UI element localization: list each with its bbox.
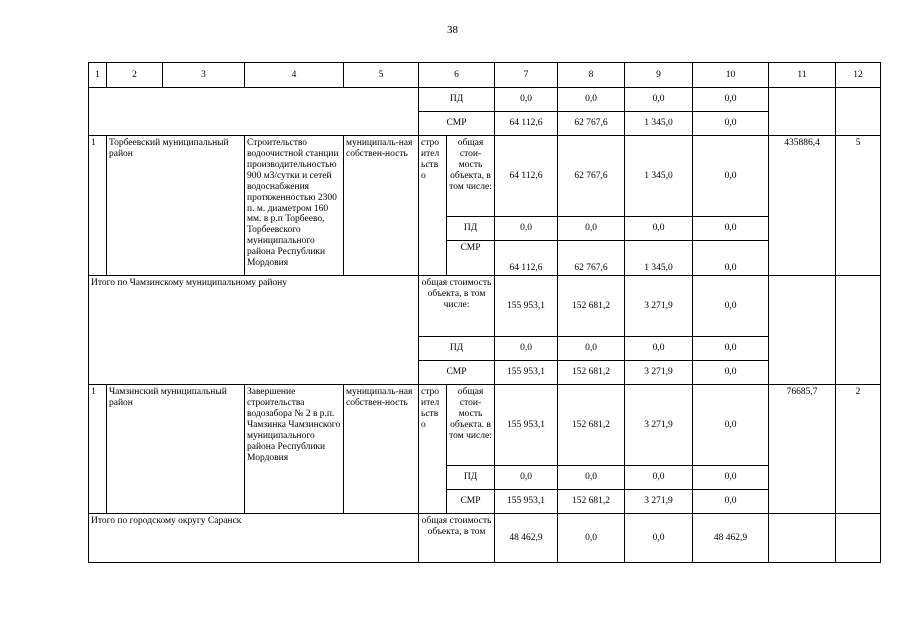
carry-smr-v9: 1 345,0 (625, 112, 693, 136)
project1-total-v8: 62 767,6 (558, 136, 625, 217)
total-saransk-total-label: общая стоимость объекта, в том (419, 514, 495, 563)
project1-total-v10: 0,0 (693, 136, 769, 217)
total-chamzinsky-col12 (836, 276, 881, 385)
carry-empty-cell (89, 88, 419, 136)
project2-smr-v9: 3 271,9 (625, 490, 693, 514)
total-chamzinsky-v8: 152 681,2 (558, 276, 625, 337)
total-saransk-v10: 48 462,9 (693, 514, 769, 563)
project2-smr-v8: 152 681,2 (558, 490, 625, 514)
project2-type: стро ител ьств о (419, 385, 447, 514)
project1-smr-label: СМР (447, 241, 495, 276)
col-num-7: 7 (495, 63, 558, 88)
project1-smr-v8: 62 767,6 (558, 241, 625, 276)
project1-num: 1 (89, 136, 107, 276)
total-chamzinsky-pd-label: ПД (419, 337, 495, 361)
col-num-3: 3 (163, 63, 245, 88)
project2-total-label: общая стои-мость объекта. в том числе: (447, 385, 495, 466)
carry-smr-v7: 64 112,6 (495, 112, 558, 136)
project1-total-v9: 1 345,0 (625, 136, 693, 217)
total-saransk-v7: 48 462,9 (495, 514, 558, 563)
carry-pd-v7: 0,0 (495, 88, 558, 112)
project1-pd-v10: 0,0 (693, 217, 769, 241)
project2-name: Завершение строительства водозабора № 2 в р.п. Чамзинка Чамзинского муниципального района Республики Мордовия (245, 385, 344, 514)
project2-num: 1 (89, 385, 107, 514)
carry-pd-v9: 0,0 (625, 88, 693, 112)
project2-smr-label: СМР (447, 490, 495, 514)
project1-pd-label: ПД (447, 217, 495, 241)
column-number-row (89, 63, 881, 88)
col-num-4: 4 (245, 63, 344, 88)
total-chamzinsky-pd-v9: 0,0 (625, 337, 693, 361)
project2-pd-v7: 0,0 (495, 466, 558, 490)
col-num-9: 9 (625, 63, 693, 88)
project1-pd-v8: 0,0 (558, 217, 625, 241)
project2-total-v7: 155 953,1 (495, 385, 558, 466)
total-chamzinsky-row (89, 276, 881, 337)
col-num-10: 10 (693, 63, 769, 88)
project2-total-v10: 0,0 (693, 385, 769, 466)
project1-pd-v9: 0,0 (625, 217, 693, 241)
project2-pd-v10: 0,0 (693, 466, 769, 490)
project1-col12: 5 (836, 136, 881, 276)
project2-district: Чамзинский муниципальный район (107, 385, 245, 514)
col-num-12: 12 (836, 63, 881, 88)
total-chamzinsky-v9: 3 271,9 (625, 276, 693, 337)
project1-total-row (89, 136, 881, 217)
total-chamzinsky-col11 (769, 276, 836, 385)
project2-pd-v9: 0,0 (625, 466, 693, 490)
total-chamzinsky-v10: 0,0 (693, 276, 769, 337)
total-saransk-col11 (769, 514, 836, 563)
total-saransk-label: Итого по городскому округу Саранск (89, 514, 419, 563)
carry-smr-v10: 0,0 (693, 112, 769, 136)
project2-smr-v7: 155 953,1 (495, 490, 558, 514)
total-chamzinsky-smr-v8: 152 681,2 (558, 361, 625, 385)
page-number: 38 (447, 24, 458, 36)
project2-pd-v8: 0,0 (558, 466, 625, 490)
col-num-11: 11 (769, 63, 836, 88)
project1-type: стро ител ьств о (419, 136, 447, 276)
project2-col11: 76685,7 (769, 385, 836, 514)
carry-col12 (836, 88, 881, 136)
budget-table (88, 62, 881, 563)
total-chamzinsky-pd-v8: 0,0 (558, 337, 625, 361)
project2-total-v9: 3 271,9 (625, 385, 693, 466)
col-num-6: 6 (419, 63, 495, 88)
carry-pd-label: ПД (419, 88, 495, 112)
project2-col12: 2 (836, 385, 881, 514)
carry-smr-label: СМР (419, 112, 495, 136)
project1-smr-v9: 1 345,0 (625, 241, 693, 276)
project1-total-label: общая стои-мость объекта, в том числе: (447, 136, 495, 217)
total-saransk-v8: 0,0 (558, 514, 625, 563)
total-chamzinsky-total-label: общая стоимость объекта, в том числе: (419, 276, 495, 337)
total-chamzinsky-smr-label: СМР (419, 361, 495, 385)
project2-ownership: муниципаль-ная собствен-ность (344, 385, 419, 514)
carry-col11 (769, 88, 836, 136)
project2-total-v8: 152 681,2 (558, 385, 625, 466)
total-chamzinsky-pd-v7: 0,0 (495, 337, 558, 361)
total-chamzinsky-smr-v9: 3 271,9 (625, 361, 693, 385)
project1-smr-v10: 0,0 (693, 241, 769, 276)
total-saransk-v9: 0,0 (625, 514, 693, 563)
col-num-8: 8 (558, 63, 625, 88)
total-chamzinsky-v7: 155 953,1 (495, 276, 558, 337)
total-chamzinsky-smr-v10: 0,0 (693, 361, 769, 385)
project1-name: Строительство водоочистной станции производительностью 900 м3/сутки и сетей водоснабжения протяженностью 2300 п. м. диаметром 160 мм. в р.п Торбеево, Торбеевского муниципального района Республики Мордовия (245, 136, 344, 276)
total-saransk-col12 (836, 514, 881, 563)
project1-smr-v7: 64 112,6 (495, 241, 558, 276)
project1-district: Торбеевский муниципальный район (107, 136, 245, 276)
total-chamzinsky-smr-v7: 155 953,1 (495, 361, 558, 385)
project1-ownership: муниципаль-ная собствен-ность (344, 136, 419, 276)
project2-smr-v10: 0,0 (693, 490, 769, 514)
col-num-2: 2 (107, 63, 163, 88)
carry-pd-v10: 0,0 (693, 88, 769, 112)
col-num-1: 1 (89, 63, 107, 88)
carry-smr-v8: 62 767,6 (558, 112, 625, 136)
col-num-5: 5 (344, 63, 419, 88)
project2-pd-label: ПД (447, 466, 495, 490)
total-chamzinsky-pd-v10: 0,0 (693, 337, 769, 361)
carry-pd-row (89, 88, 881, 112)
carry-pd-v8: 0,0 (558, 88, 625, 112)
project1-col11: 435886,4 (769, 136, 836, 276)
total-saransk-row (89, 514, 881, 563)
project2-total-row (89, 385, 881, 466)
total-chamzinsky-label: Итого по Чамзинскому муниципальному району (89, 276, 419, 385)
project1-total-v7: 64 112,6 (495, 136, 558, 217)
project1-pd-v7: 0,0 (495, 217, 558, 241)
